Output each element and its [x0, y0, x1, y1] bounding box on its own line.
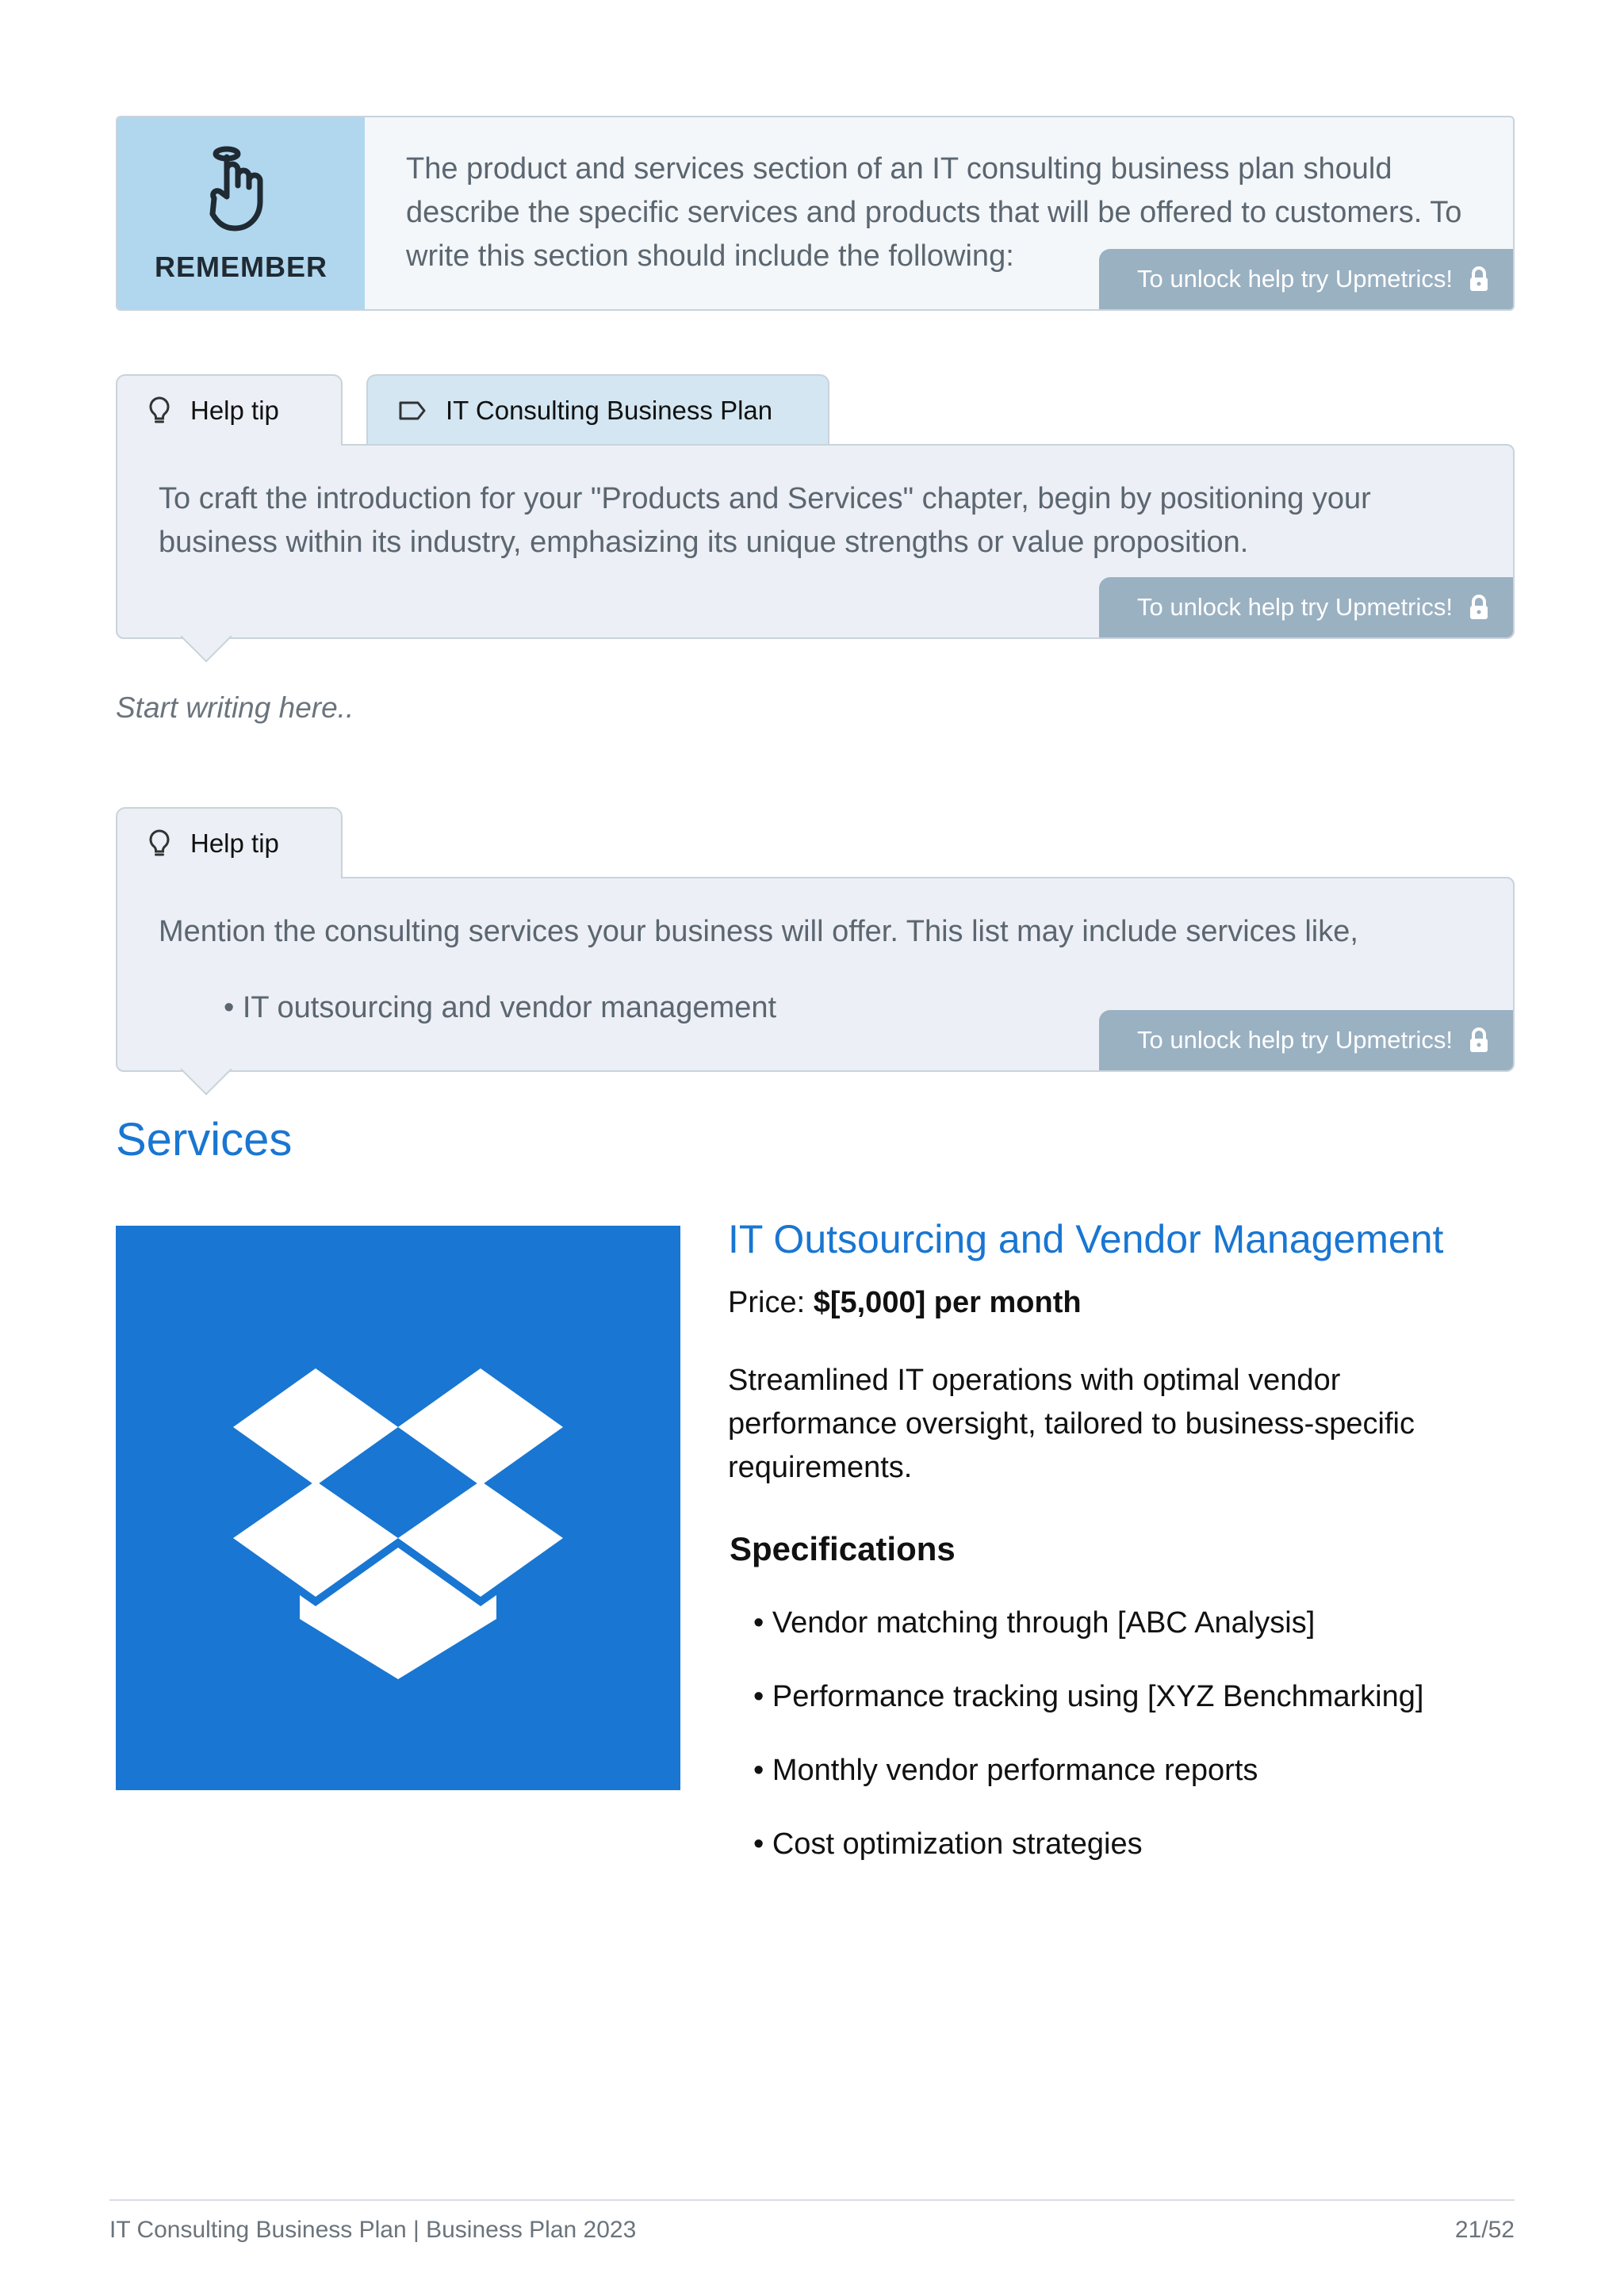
lightbulb-icon: [147, 828, 171, 859]
tab-help-tip-label: Help tip: [190, 396, 279, 425]
lock-icon: [1469, 595, 1489, 620]
tab-help-tip[interactable]: [116, 807, 343, 878]
help-tip-text: To craft the introduction for your "Products and Services" chapter, begin by positioning your business within its industry, emphasizing its unique strengths or value proposition.: [159, 482, 1371, 559]
writing-placeholder[interactable]: Start writing here..: [116, 691, 354, 724]
unlock-label: To unlock help try Upmetrics!: [1137, 265, 1453, 293]
tag-icon: [398, 400, 427, 422]
help-tip-bullet: • IT outsourcing and vendor management: [224, 991, 777, 1024]
help-tip-box: [116, 444, 1515, 639]
service-description: Streamlined IT operations with optimal vendor performance oversight, tailored to business-specific requirements.: [728, 1364, 1415, 1484]
lock-icon: [1469, 266, 1489, 292]
lightbulb-icon: [147, 396, 171, 426]
remember-label: REMEMBER: [154, 251, 327, 283]
spec-item: • Monthly vendor performance reports: [753, 1754, 1258, 1787]
unlock-label: To unlock help try Upmetrics!: [1137, 593, 1453, 621]
remember-side-panel: [117, 117, 365, 309]
remember-text: The product and services section of an IT consulting business plan should describe the specific services and products that will be offered to customers. To write this section should include the following:: [406, 152, 1462, 273]
lock-icon: [1469, 1027, 1489, 1053]
price-label: Price:: [728, 1286, 806, 1319]
unlock-help-button[interactable]: [1099, 249, 1513, 309]
tab-business-plan-label: IT Consulting Business Plan: [446, 396, 773, 425]
specifications-heading: Specifications: [730, 1530, 956, 1567]
footer-document-title: IT Consulting Business Plan | Business Plan 2023: [109, 2217, 637, 2243]
help-tip-text: Mention the consulting services your business will offer. This list may include services like,: [159, 915, 1358, 948]
section-title: Services: [116, 1114, 293, 1165]
unlock-help-button[interactable]: [1099, 1010, 1513, 1070]
help-tip-box: [116, 877, 1515, 1072]
tab-help-tip[interactable]: [116, 374, 343, 446]
price-value: $[5,000] per month: [813, 1286, 1082, 1319]
remember-box: [116, 116, 1515, 311]
tab-help-tip-label: Help tip: [190, 828, 279, 858]
service-price: [728, 1286, 1082, 1320]
finger-reminder-icon: [203, 146, 279, 235]
service-title: IT Outsourcing and Vendor Management: [728, 1217, 1444, 1261]
service-image: [116, 1226, 680, 1790]
tab-business-plan[interactable]: [366, 374, 829, 446]
dropbox-icon: [116, 1226, 680, 1790]
footer-divider: [109, 2199, 1515, 2201]
unlock-label: To unlock help try Upmetrics!: [1137, 1026, 1453, 1054]
unlock-help-button[interactable]: [1099, 577, 1513, 637]
spec-item: • Performance tracking using [XYZ Benchmarking]: [753, 1680, 1424, 1713]
footer-page-number: 21/52: [1454, 2217, 1515, 2243]
spec-item: • Cost optimization strategies: [753, 1827, 1143, 1861]
spec-item: • Vendor matching through [ABC Analysis]: [753, 1606, 1316, 1640]
